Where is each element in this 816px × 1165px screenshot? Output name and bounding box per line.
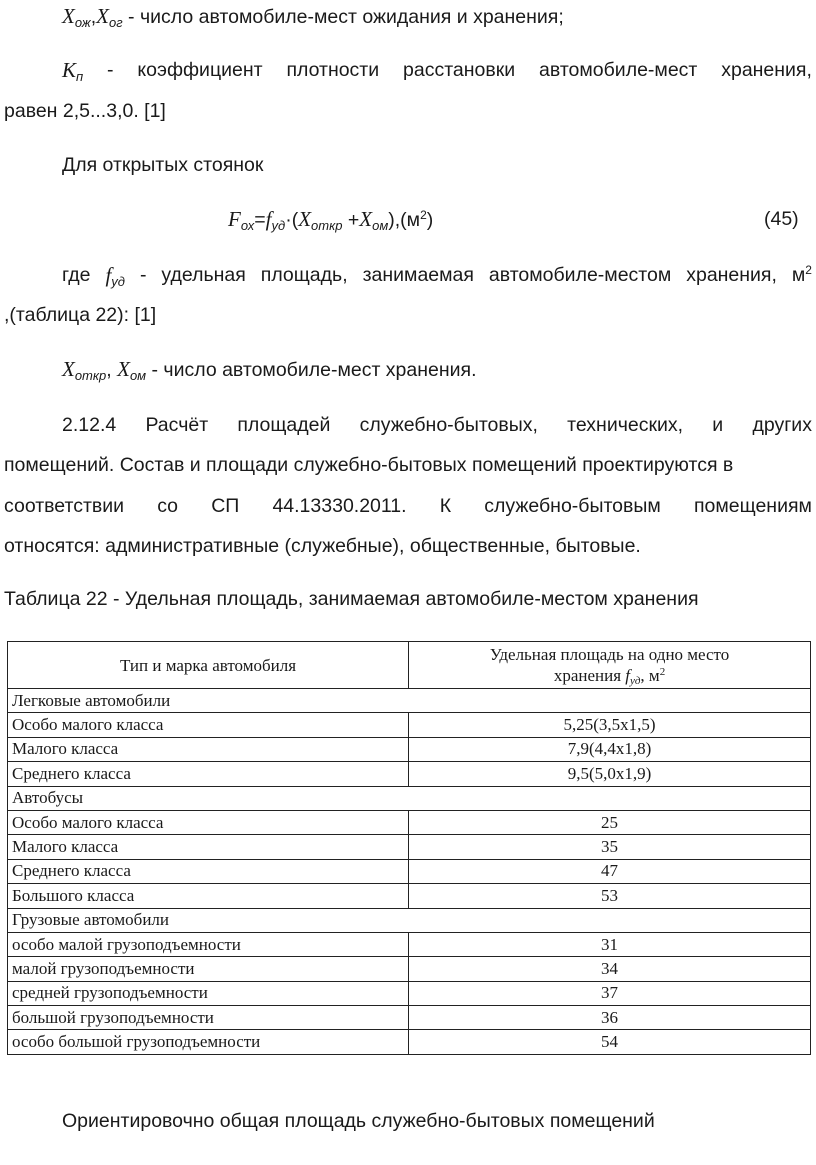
vehicle-class: Особо малого класса: [8, 810, 409, 834]
word: коэффициент: [137, 59, 263, 81]
area-value: 5,25(3,5x1,5): [409, 713, 811, 737]
word: удельная: [161, 264, 246, 286]
area-value: 54: [409, 1030, 811, 1054]
word: других: [752, 414, 812, 436]
word: К: [439, 495, 452, 517]
word: Расчёт: [145, 414, 209, 436]
subscript: откр: [311, 218, 343, 233]
variable-x: X: [359, 207, 373, 231]
word: плотности: [286, 59, 380, 81]
vehicle-class: малой грузоподъемности: [8, 957, 409, 981]
superscript: 2: [659, 666, 666, 678]
subscript: уд: [630, 675, 641, 687]
table-row: [8, 835, 811, 859]
area-value: 35: [409, 835, 811, 859]
word: автомобиле-местом: [488, 264, 672, 286]
variable-f-small: f: [265, 207, 272, 231]
variable-x: X: [62, 4, 75, 28]
table-caption: Таблица 22 - Удельная площадь, занимаемая автомобиле-местом хранения: [4, 588, 699, 610]
vehicle-class: особо малой грузоподъемности: [8, 932, 409, 956]
paragraph-open-parking: Для открытых стоянок: [62, 154, 264, 176]
table-group-row: [8, 786, 811, 810]
subscript: п: [76, 69, 84, 84]
comma: ,: [106, 359, 118, 381]
group-label: Автобусы: [8, 786, 811, 810]
unit-group: [792, 262, 812, 289]
subscript: ом: [372, 218, 389, 233]
parenthesis: ): [426, 209, 434, 231]
variable-k-group: [62, 57, 83, 84]
vehicle-class: Большого класса: [8, 884, 409, 908]
subscript: ог: [108, 15, 123, 30]
subscript: уд: [111, 274, 125, 289]
variable-x: X: [96, 4, 109, 28]
word: 44.13330.2011.: [272, 495, 407, 517]
variable-f-group: [105, 262, 125, 289]
word: где: [62, 264, 91, 286]
word: занимаемая: [362, 264, 474, 286]
word: служебно-бытовым: [484, 495, 661, 517]
vehicle-class: большой грузоподъемности: [8, 1006, 409, 1030]
header-vehicle-type: Тип и марка автомобиля: [8, 642, 409, 689]
table-row: [8, 859, 811, 883]
area-value: 47: [409, 859, 811, 883]
paragraph-section-line1: [62, 412, 812, 438]
group-label: Грузовые автомобили: [8, 908, 811, 932]
word: расстановки: [403, 59, 516, 81]
table-row: [8, 957, 811, 981]
paragraph-final: Ориентировочно общая площадь служебно-бытовых помещений: [62, 1110, 655, 1132]
table-row: [8, 713, 811, 737]
paragraph-waiting-spaces: [62, 3, 564, 30]
paragraph-specific-area-line2: ,(таблица 22): [1]: [4, 304, 157, 326]
vehicle-class: Среднего класса: [8, 762, 409, 786]
variable-f-small: f: [625, 666, 630, 685]
area-value: 31: [409, 932, 811, 956]
subscript: ох: [240, 218, 255, 233]
word: автомобиле-мест: [539, 59, 698, 81]
word: служебно-бытовых,: [359, 414, 538, 436]
variable-f-small: f: [105, 263, 112, 287]
table-group-row: [8, 689, 811, 713]
table-row: [8, 810, 811, 834]
unit: , м: [640, 666, 660, 685]
vehicle-class: Малого класса: [8, 737, 409, 761]
variable-x: X: [298, 207, 312, 231]
word: площадь,: [260, 264, 348, 286]
word: площадей: [237, 414, 331, 436]
vehicle-class: Малого класса: [8, 835, 409, 859]
word: технических,: [567, 414, 684, 436]
variable-x: X: [117, 357, 130, 381]
operator: +: [342, 209, 360, 231]
table-row: [8, 981, 811, 1005]
word: хранения,: [721, 59, 812, 81]
section-number: 2.12.4: [62, 414, 117, 436]
area-value: 34: [409, 957, 811, 981]
superscript: 2: [420, 208, 427, 222]
table-row: [8, 884, 811, 908]
comma: ,: [90, 6, 97, 28]
paragraph-specific-area-line1: [62, 262, 812, 289]
area-value: 9,5(5,0x1,9): [409, 762, 811, 786]
table-row: [8, 1030, 811, 1054]
subscript: уд: [271, 218, 286, 233]
group-label: Легковые автомобили: [8, 689, 811, 713]
vehicle-class: Среднего класса: [8, 859, 409, 883]
area-value: 37: [409, 981, 811, 1005]
word: со: [157, 495, 179, 517]
word: соответствии: [4, 495, 125, 517]
table-row: [8, 1006, 811, 1030]
vehicle-class: средней грузоподъемности: [8, 981, 409, 1005]
superscript: 2: [805, 263, 812, 277]
unit: м: [791, 264, 806, 286]
word: и: [712, 414, 724, 436]
paragraph-section-line4: относятся: административные (служебные), общественные, бытовые.: [4, 535, 641, 557]
table-row: [8, 762, 811, 786]
area-value: 36: [409, 1006, 811, 1030]
paragraph-density-line2: равен 2,5...3,0. [1]: [4, 100, 166, 122]
area-value: 53: [409, 884, 811, 908]
subscript: ож: [74, 15, 91, 30]
header-specific-area: [409, 642, 811, 689]
word: -: [139, 264, 147, 286]
word: СП: [211, 495, 240, 517]
operator: ·(: [285, 209, 299, 231]
variable-x: X: [62, 357, 75, 381]
paragraph-text: - число автомобиле-мест ожидания и хранения;: [122, 6, 564, 28]
specific-area-table: [7, 641, 811, 1055]
paragraph-density-line1: [62, 57, 812, 84]
subscript: откр: [74, 368, 107, 383]
unit: ),(м: [388, 209, 421, 231]
word: хранения,: [686, 264, 777, 286]
area-value: 7,9(4,4x1,8): [409, 737, 811, 761]
header-text: Удельная площадь на одно место: [489, 645, 730, 664]
header-text: хранения: [553, 666, 626, 685]
area-value: 25: [409, 810, 811, 834]
paragraph-section-line2: помещений. Состав и площади служебно-бытовых помещений проектируются в: [4, 454, 734, 476]
variable-k: K: [62, 58, 77, 82]
formula-number: (45): [764, 208, 799, 230]
paragraph-section-line3: [4, 493, 812, 519]
paragraph-storage-spaces: [62, 356, 477, 383]
vehicle-class: особо большой грузоподъемности: [8, 1030, 409, 1054]
equals-sign: =: [254, 209, 266, 231]
vehicle-class: Особо малого класса: [8, 713, 409, 737]
word: -: [107, 59, 114, 81]
table-group-row: [8, 908, 811, 932]
paragraph-text: - число автомобиле-мест хранения.: [146, 359, 477, 381]
variable-f: F: [228, 207, 241, 231]
table-row: [8, 932, 811, 956]
table-header-row: [8, 642, 811, 689]
table-row: [8, 737, 811, 761]
subscript: ом: [129, 368, 147, 383]
word: помещениям: [693, 495, 812, 517]
formula-45: [228, 206, 433, 233]
